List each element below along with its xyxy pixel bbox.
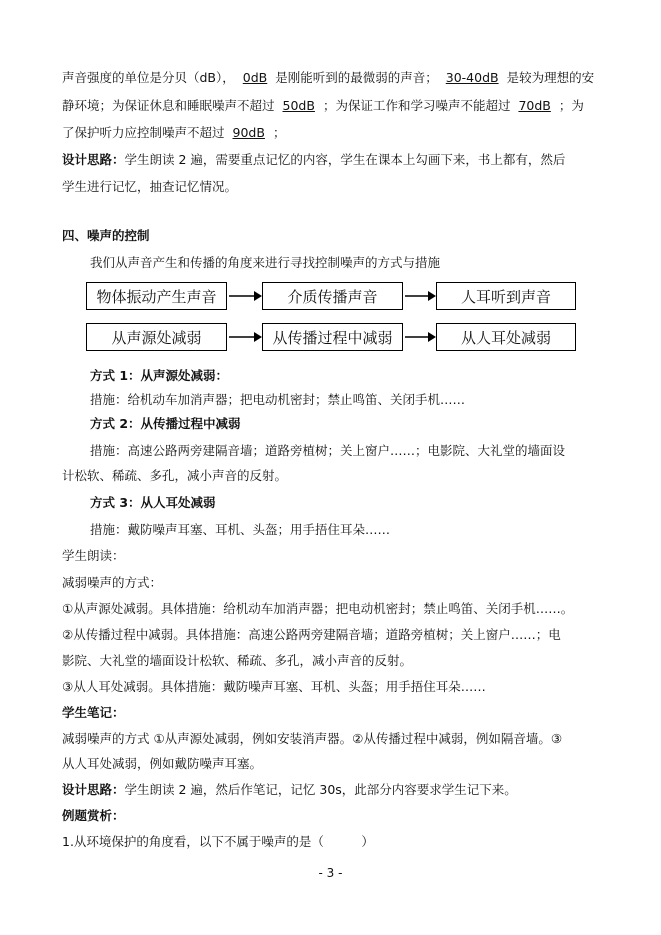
reading-item-1: ①从声源处减弱。具体措施：给机动车加消声器；把电动机密封；禁止鸣笛、关闭手机……。 <box>62 601 574 616</box>
method-2-measure: 措施：高速公路两旁建隔音墙；道路旁植树；关上窗户……；电影院、大礼堂的墙面设 <box>90 443 566 458</box>
method-3-title: 方式 3：从人耳处减弱 <box>90 495 216 510</box>
notes-line: 减弱噪声的方式 ①从声源处减弱，例如安装消声器。②从传播过程中减弱，例如隔音墙。③ <box>62 731 563 746</box>
text: 静环境；为保证休息和睡眠噪声不超过 <box>62 98 275 113</box>
arrow-right-icon <box>227 289 263 303</box>
reading-heading: 减弱噪声的方式： <box>62 575 163 590</box>
reading-item-3: ③从人耳处减弱。具体措施：戴防噪声耳塞、耳机、头盔；用手捂住耳朵…… <box>62 679 486 694</box>
notes-line-cont: 从人耳处减弱，例如戴防噪声耳塞。 <box>62 756 263 771</box>
reading-item-2: ②从传播过程中减弱。具体措施：高速公路两旁建隔音墙；道路旁植树；关上窗户……；电 <box>62 627 561 642</box>
arrow-right-icon <box>227 330 263 344</box>
method-2-title: 方式 2：从传播过程中减弱 <box>90 416 241 431</box>
reading-label: 学生朗读： <box>62 548 125 563</box>
design-note-2 <box>62 782 517 798</box>
design-note <box>62 152 565 168</box>
method-1-title: 方式 1：从声源处减弱： <box>90 368 229 383</box>
method-2-measure-cont: 计松软、稀疏、多孔，减小声音的反射。 <box>62 468 288 483</box>
text: 学生进行记忆，抽查记忆情况。 <box>62 179 238 194</box>
design-note-cont <box>62 179 237 195</box>
text: 学生朗读 2 遍，然后作笔记，记忆 30s，此部分内容要求学生记下来。 <box>124 782 517 797</box>
text: 学生朗读 2 遍，需要重点记忆的内容，学生在课本上勾画下来，书上都有，然后 <box>124 152 566 167</box>
section-title: 四、噪声的控制 <box>62 228 150 243</box>
text: 声音强度的单位是分贝（dB）， <box>62 70 235 85</box>
box-vibration: 物体振动产生声音 <box>86 282 227 310</box>
text: 是刚能听到的最微弱的声音； <box>275 70 438 85</box>
notes-label: 学生笔记： <box>62 705 125 720</box>
para-line <box>62 98 584 114</box>
blank-answer: 30-40dB <box>445 70 499 85</box>
text: ； <box>272 125 286 140</box>
box-ear-reduce: 从人耳处减弱 <box>436 323 576 351</box>
arrow-right-icon <box>403 330 437 344</box>
method-3-measure: 措施：戴防噪声耳塞、耳机、头盔；用手捂住耳朵…… <box>90 522 391 537</box>
box-path-reduce: 从传播过程中减弱 <box>262 323 403 351</box>
blank-answer: 70dB <box>518 98 551 113</box>
box-ear-hears: 人耳听到声音 <box>436 282 576 310</box>
text: ；为保证工作和学习噪声不能超过 <box>322 98 511 113</box>
design-label: 设计思路： <box>62 782 125 797</box>
design-label: 设计思路： <box>62 152 125 167</box>
section-intro: 我们从声音产生和传播的角度来进行寻找控制噪声的方式与措施 <box>90 255 441 270</box>
example-question-1: 1.从环境保护的角度看，以下不属于噪声的是（ ） <box>62 834 374 849</box>
example-label: 例题赏析： <box>62 808 125 823</box>
blank-answer: 90dB <box>232 125 265 140</box>
reading-item-2-cont: 影院、大礼堂的墙面设计松软、稀疏、多孔，减小声音的反射。 <box>62 653 413 668</box>
box-source-reduce: 从声源处减弱 <box>86 323 227 351</box>
blank-answer: 50dB <box>282 98 315 113</box>
blank-answer: 0dB <box>242 70 268 85</box>
para-line <box>62 125 285 141</box>
arrow-right-icon <box>403 289 437 303</box>
page-number: - 3 - <box>318 866 343 880</box>
method-1-measure: 措施：给机动车加消声器；把电动机密封；禁止鸣笛、关闭手机…… <box>90 392 466 407</box>
text: 了保护听力应控制噪声不超过 <box>62 125 225 140</box>
text: 是较为理想的安 <box>506 70 595 85</box>
text: ；为 <box>558 98 584 113</box>
para-line <box>62 70 594 86</box>
box-medium: 介质传播声音 <box>262 282 403 310</box>
